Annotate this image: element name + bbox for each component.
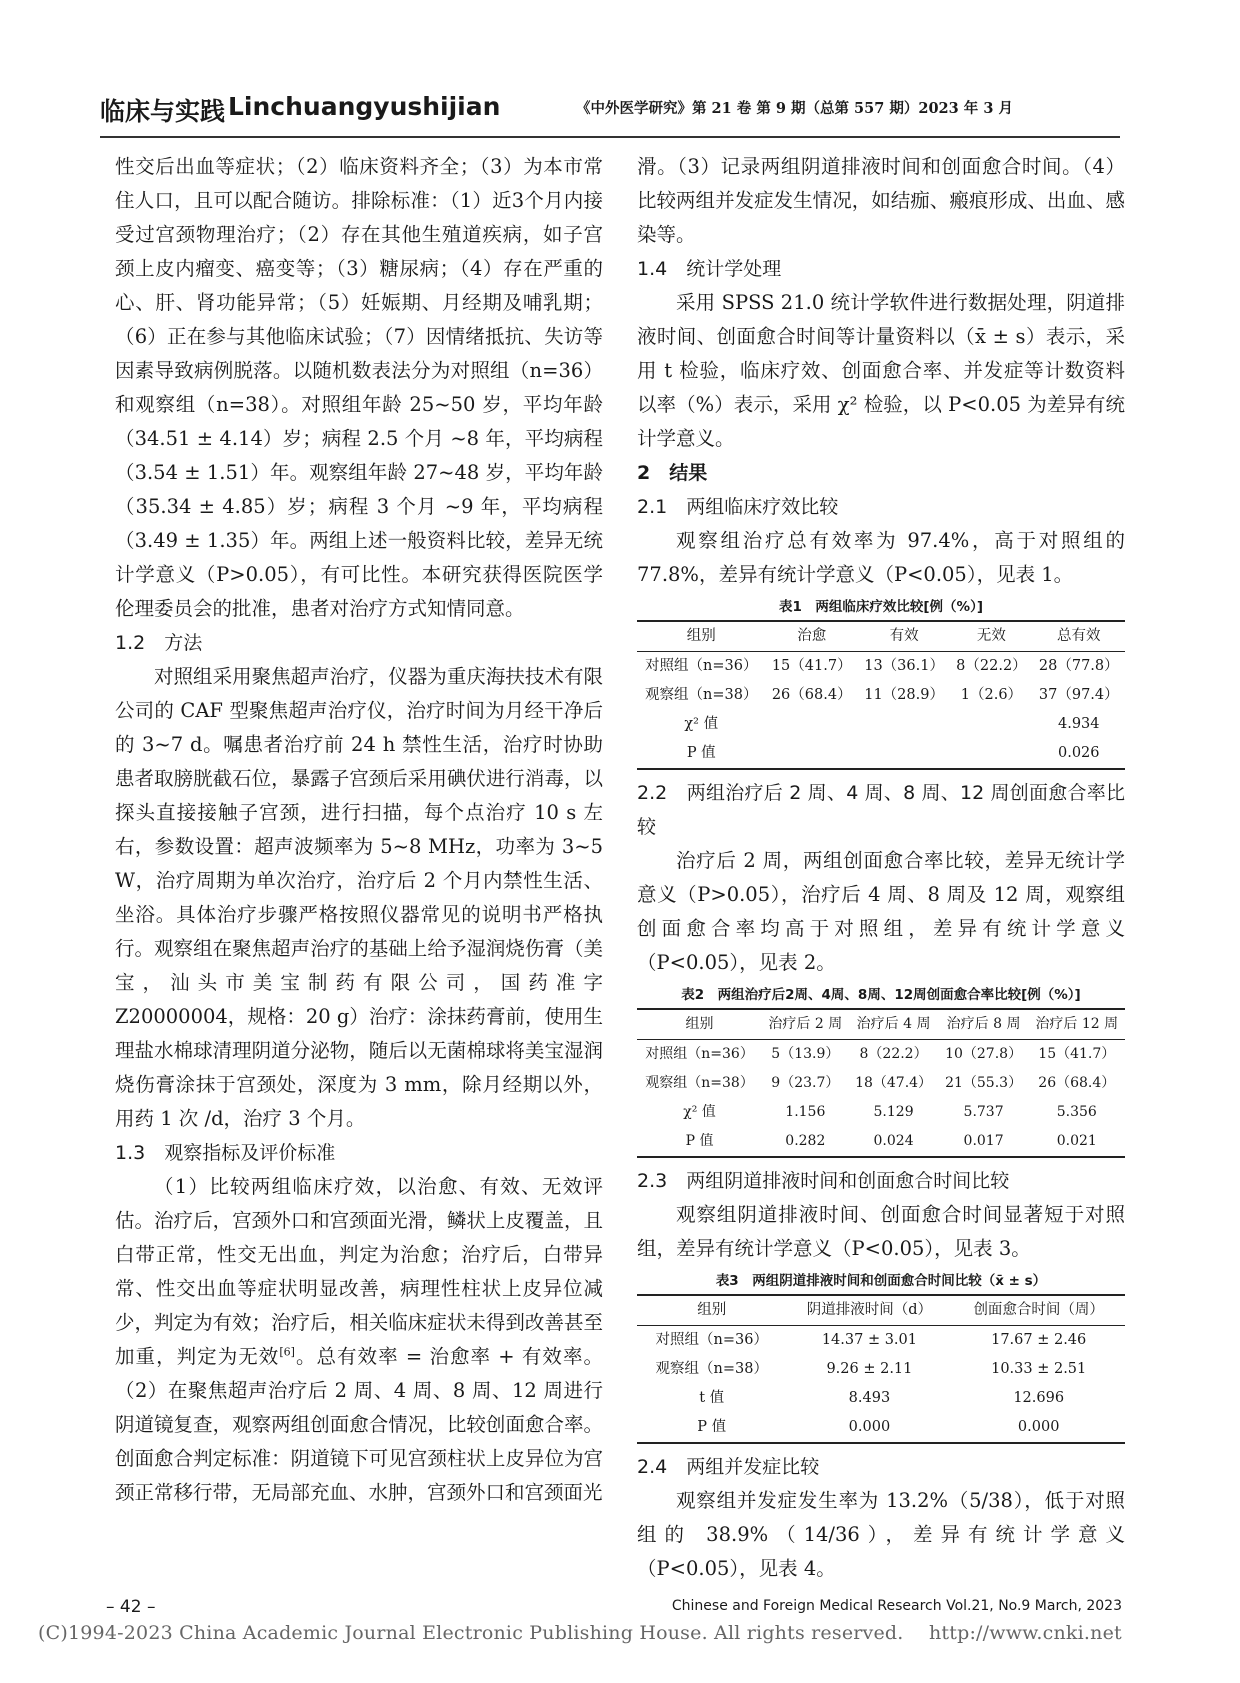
table-cell: 0.024 <box>849 1127 939 1157</box>
table-2 <box>637 982 1125 1158</box>
header-rule <box>100 136 1120 138</box>
table-cell: 15（41.7） <box>1038 1046 1116 1062</box>
table-cell: 18（47.4） <box>855 1075 933 1091</box>
table-cell: 8.493 <box>848 1390 891 1406</box>
table-header-cell: 总有效 <box>1033 621 1125 652</box>
table-cell: 0.000 <box>952 1413 1125 1443</box>
table-header-cell: 创面愈合时间（周） <box>952 1295 1125 1326</box>
table-header-cell: 治疗后 2 周 <box>762 1009 848 1040</box>
table-cell: 9（23.7） <box>771 1075 840 1091</box>
table-row <box>637 739 1125 769</box>
table-cell: 14.37 ± 3.01 <box>821 1332 917 1348</box>
table-cell: 0.026 <box>1033 739 1125 769</box>
paragraph-statistics: 采用 SPSS 21.0 统计学软件进行数据处理，阴道排液时间、创面愈合时间等计量资料以（x̄ ± s）表示，采用 t 检验，临床疗效、创面愈合率、并发症等计数资料以率（%）表示，采用 χ² 检验，以 P<0.05 为差异有统计学意义。 <box>637 291 1125 450</box>
running-header <box>100 92 1120 132</box>
table-cell <box>858 739 950 769</box>
table-cell <box>858 710 950 739</box>
heading-1-4: 1.4 统计学处理 <box>637 258 782 280</box>
citation-ref: [6] <box>279 1345 295 1359</box>
table-header-cell: 有效 <box>858 621 950 652</box>
table-cell: 5（13.9） <box>771 1046 840 1062</box>
paragraph-result-2-4: 观察组并发症发生率为 13.2%（5/38），低于对照组的 38.9%（14/36），差异有统计学意义（P<0.05），见表 4。 <box>637 1489 1125 1580</box>
table-row <box>637 1098 1125 1127</box>
table-cell: t 值 <box>699 1390 725 1406</box>
table-cell: 1（2.6） <box>960 687 1023 703</box>
table-header-cell: 治疗后 4 周 <box>849 1009 939 1040</box>
table-cell: 5.356 <box>1056 1104 1097 1120</box>
table-cell: 观察组（n=38） <box>645 1075 754 1091</box>
table-header-cell: 无效 <box>950 621 1032 652</box>
heading-2-2: 2.2 两组治疗后 2 周、4 周、8 周、12 周创面愈合率比较 <box>637 782 1125 838</box>
paragraph-result-2-2: 治疗后 2 周，两组创面愈合率比较，差异无统计学意义（P>0.05），治疗后 4 周、8 周及 12 周，观察组创面愈合率均高于对照组，差异有统计学意义（P<0.05），见表 2。 <box>637 849 1125 974</box>
left-column <box>115 150 603 1510</box>
table-cell: 21（55.3） <box>945 1075 1023 1091</box>
paragraph-indicators-cont: 滑。（3）记录两组阴道排液时间和创面愈合时间。（4）比较两组并发症发生情况，如结痂、瘢痕形成、出血、感染等。 <box>637 155 1125 246</box>
table-row <box>637 1355 1125 1384</box>
table-cell: 10.33 ± 2.51 <box>991 1361 1087 1377</box>
table-cell: 10（27.8） <box>945 1046 1023 1062</box>
table-cell <box>950 710 1032 739</box>
table-cell: 0.000 <box>786 1413 952 1443</box>
table-cell: 1.156 <box>785 1104 826 1120</box>
table-row <box>637 1326 1125 1356</box>
table-cell: 37（97.4） <box>1038 687 1119 703</box>
right-column <box>637 150 1125 1586</box>
table-row <box>637 652 1125 682</box>
table-cell: 0.021 <box>1029 1127 1125 1157</box>
table-header-cell: 组别 <box>637 1009 762 1040</box>
table-cell: 对照组（n=36） <box>645 658 758 674</box>
table-cell: 13（36.1） <box>864 658 944 674</box>
table-cell: 26（68.4） <box>1038 1075 1116 1091</box>
table-cell: 对照组（n=36） <box>645 1046 754 1062</box>
heading-2-4: 2.4 两组并发症比较 <box>637 1456 820 1478</box>
table-header-cell: 组别 <box>637 1295 786 1326</box>
table-cell <box>766 739 858 769</box>
paragraph-methods: 对照组采用聚焦超声治疗，仪器为重庆海扶技术有限公司的 CAF 型聚焦超声治疗仪，治疗时间为月经干净后的 3~7 d。嘱患者治疗前 24 h 禁性生活，治疗时协助患者取膀胱截石位，暴露子宫颈后采用碘伏进行消毒，以探头直接接触子宫颈，进行扫描，每个点治疗 10 s 左右，参数设置：超声波频率为 5~8 MHz，功率为 3~5 W，治疗周期为单次治疗，治疗后 2 个月内禁性生活、坐浴。具体治疗步骤严格按照仪器常见的说明书严格执行。观察组在聚焦超声治疗的基础上给予湿润烧伤膏（美宝，汕头市美宝制药有限公司，国药准字 Z20000004，规格：20 g）治疗：涂抹药膏前，使用生理盐水棉球清理阴道分泌物，随后以无菌棉球将美宝湿润烧伤膏涂抹于宫颈处，深度为 3 mm，除月经期以外，用药 1 次 /d，治疗 3 个月。 <box>115 665 603 1130</box>
heading-1-3: 1.3 观察指标及评价标准 <box>115 1142 336 1164</box>
copyright-notice: (C)1994-2023 China Academic Journal Electronic Publishing House. All rights reserved. http://www.cnki.net <box>38 1622 1122 1644</box>
journal-footer-en: Chinese and Foreign Medical Research Vol.21, No.9 March, 2023 <box>671 1598 1122 1614</box>
table-row <box>637 1413 1125 1443</box>
table-cell <box>950 739 1032 769</box>
page-number: – 42 – <box>106 1597 156 1617</box>
table-cell: P 值 <box>637 739 766 769</box>
table-3-caption: 表3 两组阴道排液时间和创面愈合时间比较（x̄ ± s） <box>715 1273 1047 1289</box>
table-cell: 17.67 ± 2.46 <box>991 1332 1087 1348</box>
table-row <box>637 710 1125 739</box>
section-title-en: Linchuangyushijian <box>228 92 501 121</box>
section-title-cn: 临床与实践 <box>100 97 226 126</box>
table-cell: χ² 值 <box>684 716 719 732</box>
table-cell: 观察组（n=38） <box>655 1361 768 1377</box>
heading-2-3: 2.3 两组阴道排液时间和创面愈合时间比较 <box>637 1170 1010 1192</box>
table-header-cell: 治疗后 8 周 <box>939 1009 1029 1040</box>
table-cell <box>766 710 858 739</box>
table-cell: 8（22.2） <box>956 658 1027 674</box>
heading-1-2: 1.2 方法 <box>115 632 203 654</box>
table-header-cell: 阴道排液时间（d） <box>786 1295 952 1326</box>
table-cell: 对照组（n=36） <box>655 1332 768 1348</box>
paragraph-inclusion-criteria: 性交后出血等症状；（2）临床资料齐全；（3）为本市常住人口，且可以配合随访。排除标准：（1）近3个月内接受过宫颈物理治疗；（2）存在其他生殖道疾病，如子宫颈上皮内瘤变、癌变等；（3）糖尿病；（4）存在严重的心、肝、肾功能异常；（5）妊娠期、月经期及哺乳期；（6）正在参与其他临床试验；（7）因情绪抵抗、失访等因素导致病例脱落。以随机数表法分为对照组（n=36）和观察组（n=38）。对照组年龄 25~50 岁，平均年龄（34.51 ± 4.14）岁；病程 2.5 个月 ~8 年，平均病程（3.54 ± 1.51）年。观察组年龄 27~48 岁，平均年龄（35.34 ± 4.85）岁；病程 3 个月 ~9 年，平均病程（3.49 ± 1.35）年。两组上述一般资料比较，差异无统计学意义（P>0.05），有可比性。本研究获得医院医学伦理委员会的批准，患者对治疗方式知情同意。 <box>115 155 603 620</box>
table-3 <box>637 1268 1125 1444</box>
table-row <box>637 1069 1125 1098</box>
table-cell: 0.017 <box>939 1127 1029 1157</box>
table-row <box>637 1040 1125 1070</box>
table-cell: 5.737 <box>963 1104 1004 1120</box>
heading-2-1: 2.1 两组临床疗效比较 <box>637 496 839 518</box>
table-cell: 8（22.2） <box>859 1046 928 1062</box>
table-cell: 5.129 <box>873 1104 914 1120</box>
table-2-caption: 表2 两组治疗后2周、4周、8周、12周创面愈合率比较[例（%）] <box>681 987 1081 1003</box>
heading-2: 2 结果 <box>637 462 708 484</box>
table-row <box>637 1127 1125 1157</box>
journal-issue: 《中外医学研究》第 21 卷 第 9 期（总第 557 期）2023 年 3 月 <box>576 100 1013 117</box>
table-cell: 4.934 <box>1058 716 1100 732</box>
table-1-caption: 表1 两组临床疗效比较[例（%）] <box>778 599 983 615</box>
table-row <box>637 1384 1125 1413</box>
table-header-cell: 治疗后 12 周 <box>1029 1009 1125 1040</box>
table-cell: 28（77.8） <box>1038 658 1119 674</box>
table-header-cell: 治愈 <box>766 621 858 652</box>
table-cell: P 值 <box>637 1413 786 1443</box>
table-cell: 12.696 <box>1013 1390 1065 1406</box>
table-cell: 0.282 <box>762 1127 848 1157</box>
paragraph-result-2-1: 观察组治疗总有效率为 97.4%，高于对照组的 77.8%，差异有统计学意义（P<0.05），见表 1。 <box>637 529 1125 586</box>
table-cell: 11（28.9） <box>864 687 944 703</box>
table-row <box>637 681 1125 710</box>
table-cell: 26（68.4） <box>771 687 852 703</box>
table-header-cell: 组别 <box>637 621 766 652</box>
table-cell: χ² 值 <box>683 1104 716 1120</box>
paragraph-indicators <box>115 1170 603 1510</box>
table-1 <box>637 594 1125 770</box>
table-cell: 观察组（n=38） <box>645 687 758 703</box>
paragraph-result-2-3: 观察组阴道排液时间、创面愈合时间显著短于对照组，差异有统计学意义（P<0.05），见表 3。 <box>637 1203 1125 1260</box>
table-cell: P 值 <box>637 1127 762 1157</box>
indicators-text-b: 。总有效率 = 治愈率 + 有效率。（2）在聚焦超声治疗后 2 周、4 周、8 周、12 周进行阴道镜复查，观察两组创面愈合情况，比较创面愈合率。创面愈合判定标准：阴道镜下可见宫颈柱状上皮异位为宫颈正常移行带，无局部充血、水肿，宫颈外口和宫颈面光 <box>115 1345 603 1504</box>
table-cell: 9.26 ± 2.11 <box>826 1361 913 1377</box>
indicators-text-a: （1）比较两组临床疗效，以治愈、有效、无效评估。治疗后，宫颈外口和宫颈面光滑，鳞状上皮覆盖，且白带正常，性交无出血，判定为治愈；治疗后，白带异常、性交出血等症状明显改善，病理性柱状上皮异位减少，判定为有效；治疗后，相关临床症状未得到改善甚至加重，判定为无效 <box>115 1175 603 1368</box>
table-cell: 15（41.7） <box>771 658 852 674</box>
